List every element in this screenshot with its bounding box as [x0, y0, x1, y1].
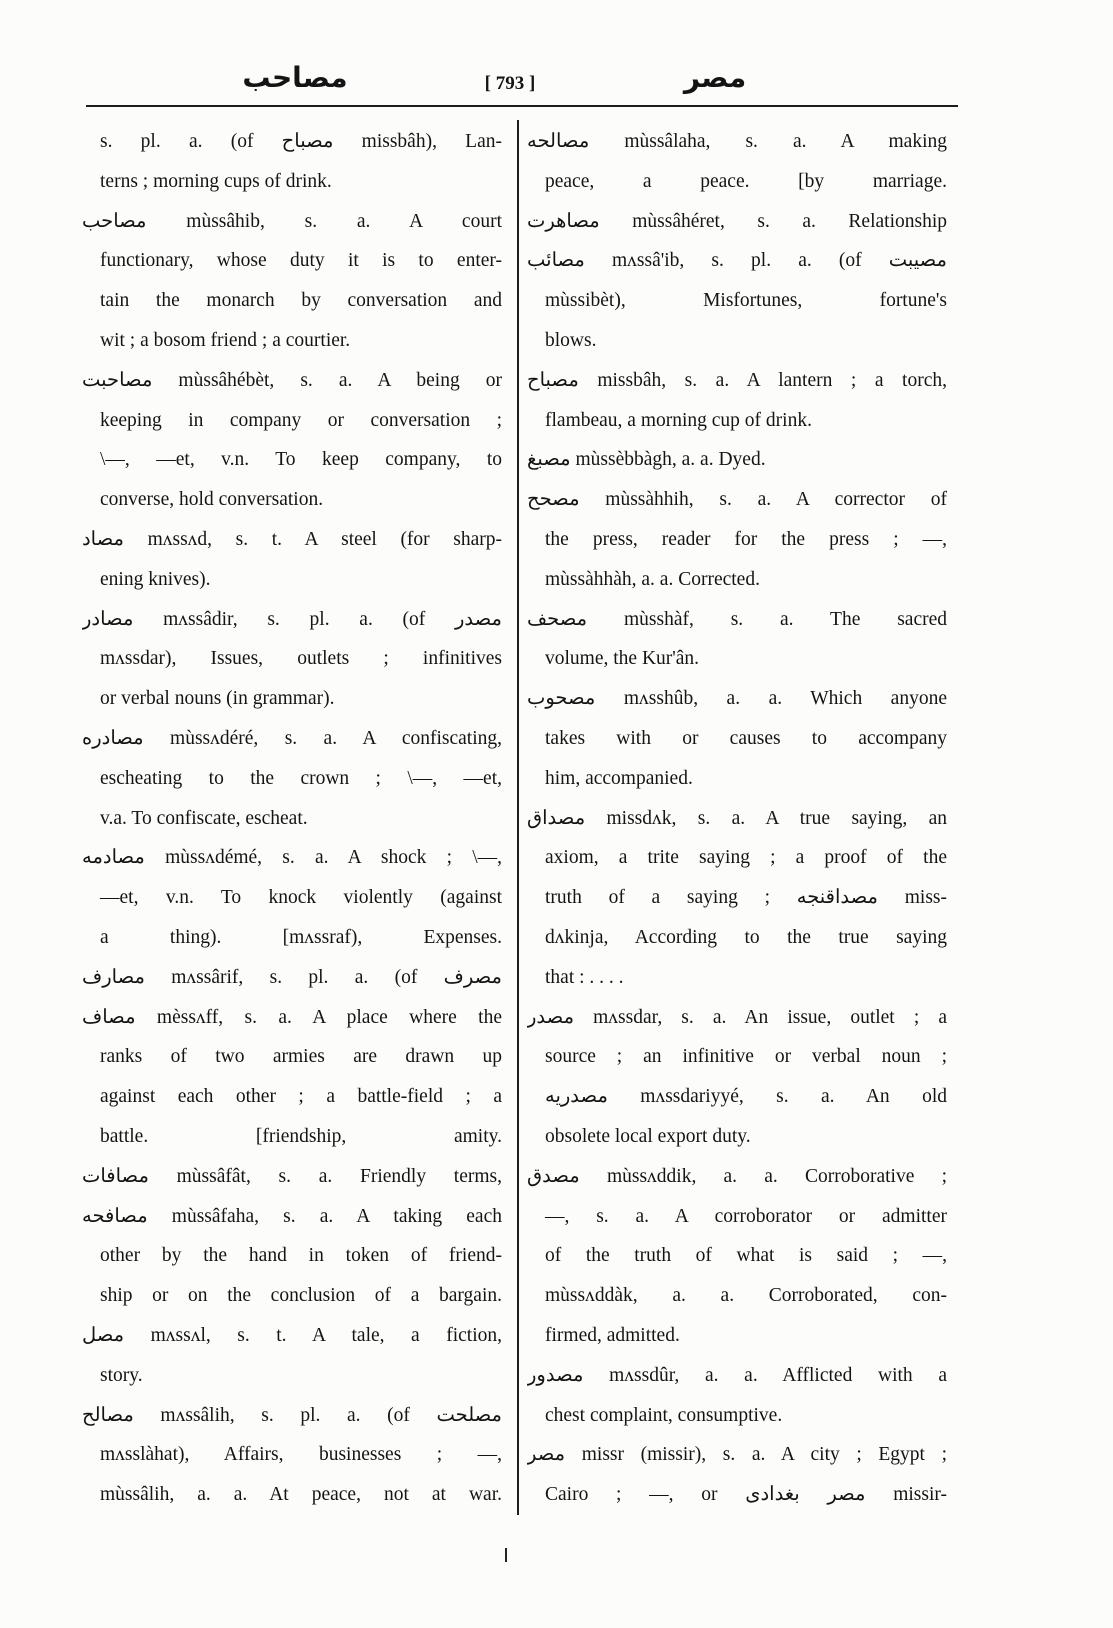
dictionary-line: مصدق mùssʌddik, a. a. Corroborative ;	[527, 1165, 947, 1187]
dictionary-line: flambeau, a morning cup of drink.	[545, 409, 812, 431]
dictionary-line: mùssʌddàk, a. a. Corroborated, con-	[545, 1285, 947, 1307]
right-column	[527, 122, 947, 1515]
dictionary-line: ranks of two armies are drawn up	[100, 1046, 502, 1068]
dictionary-line: Cairo ; —, or مصر بغدادى missir-	[545, 1484, 947, 1506]
dictionary-line: مصحف mùsshàf, s. a. The sacred	[527, 608, 947, 630]
dictionary-line: the press, reader for the press ; —,	[545, 528, 947, 550]
dictionary-line: مصافات mùssâfât, s. a. Friendly terms,	[82, 1165, 502, 1187]
dictionary-line: obsolete local export duty.	[545, 1125, 751, 1147]
dictionary-line: him, accompanied.	[545, 767, 693, 789]
dictionary-line: truth of a saying ; مصداقنجه miss-	[545, 887, 947, 909]
dictionary-line: مصادر mʌssâdir, s. pl. a. (of مصدر	[82, 608, 502, 630]
dictionary-line: keeping in company or conversation ;	[100, 409, 502, 431]
dictionary-line: مصل mʌssʌl, s. t. A tale, a fiction,	[82, 1324, 502, 1346]
dictionary-line: —et, v.n. To knock violently (against	[100, 887, 502, 909]
header-rule	[86, 105, 958, 107]
dictionary-line: مصاحب mùssâhib, s. a. A court	[82, 210, 502, 232]
dictionary-line: source ; an infinitive or verbal noun ;	[545, 1046, 947, 1068]
dictionary-line: مصبغ mùssèbbàgh, a. a. Dyed.	[527, 449, 766, 471]
dictionary-line: ening knives).	[100, 568, 211, 590]
dictionary-line: مصاهرت mùssâhéret, s. a. Relationship	[527, 210, 947, 232]
dictionary-line: other by the hand in token of friend-	[100, 1245, 502, 1267]
dictionary-line: مصحوب mʌsshûb, a. a. Which anyone	[527, 688, 947, 710]
dictionary-line: story.	[100, 1364, 143, 1386]
dictionary-line: مصالحه mùssâlaha, s. a. A making	[527, 131, 947, 152]
dictionary-line: a thing). [mʌssraf), Expenses.	[100, 926, 502, 948]
dictionary-line: axiom, a trite saying ; a proof of the	[545, 847, 947, 869]
footer-mark	[505, 1548, 507, 1562]
dictionary-line: chest complaint, consumptive.	[545, 1404, 783, 1426]
dictionary-line: functionary, whose duty it is to enter-	[100, 250, 502, 272]
dictionary-line: battle. [friendship, amity.	[100, 1125, 502, 1147]
dictionary-line: mʌsslàhat), Affairs, businesses ; —,	[100, 1444, 502, 1466]
dictionary-line: or verbal nouns (in grammar).	[100, 688, 335, 710]
dictionary-line: against each other ; a battle-field ; a	[100, 1086, 502, 1108]
dictionary-line: مصداق missdʌk, s. a. A true saying, an	[527, 807, 947, 829]
dictionary-line: مصادمه mùssʌdémé, s. a. A shock ; \—,	[82, 847, 502, 869]
dictionary-line: مصافحه mùssâfaha, s. a. A taking each	[82, 1205, 502, 1227]
dictionary-line: v.a. To confiscate, escheat.	[100, 807, 308, 829]
dictionary-line: —, s. a. A corroborator or admitter	[545, 1205, 947, 1227]
dictionary-line: مصدريه mʌssdariyyé, s. a. An old	[545, 1086, 947, 1108]
dictionary-line: مصالح mʌssâlih, s. pl. a. (of مصلحت	[82, 1404, 502, 1426]
dictionary-line: مصاف mèssʌff, s. a. A place where the	[82, 1006, 502, 1028]
dictionary-line: peace, a peace. [by marriage.	[545, 170, 947, 192]
dictionary-line: مصاحبت mùssâhébèt, s. a. A being or	[82, 369, 502, 391]
dictionary-line: مصباح missbâh, s. a. A lantern ; a torch,	[527, 369, 947, 391]
dictionary-line: firmed, admitted.	[545, 1324, 680, 1346]
header-right-arabic-word: مصر	[683, 61, 747, 94]
dictionary-line: escheating to the crown ; \—, —et,	[100, 767, 502, 789]
dictionary-line: ship or on the conclusion of a bargain.	[100, 1285, 502, 1307]
dictionary-line: dʌkinja, According to the true saying	[545, 926, 947, 948]
dictionary-line: takes with or causes to accompany	[545, 727, 947, 749]
dictionary-line: mùssàhhàh, a. a. Corrected.	[545, 568, 760, 590]
dictionary-line: مصحح mùssàhhih, s. a. A corrector of	[527, 489, 947, 511]
dictionary-line: مصادره mùssʌdéré, s. a. A confiscating,	[82, 727, 502, 749]
dictionary-line: of the truth of what is said ; —,	[545, 1245, 947, 1267]
dictionary-line: مصر missr (missir), s. a. A city ; Egypt ;	[527, 1444, 947, 1466]
dictionary-line: مصدور mʌssdûr, a. a. Afflicted with a	[527, 1364, 947, 1386]
dictionary-line: volume, the Kur'ân.	[545, 648, 700, 670]
left-column	[82, 122, 502, 1515]
dictionary-line: terns ; morning cups of drink.	[100, 170, 332, 192]
dictionary-line: that : . . . .	[545, 966, 624, 988]
dictionary-line: مصارف mʌssârif, s. pl. a. (of مصرف	[82, 966, 502, 988]
dictionary-line: mùssibèt), Misfortunes, fortune's	[545, 290, 947, 312]
dictionary-line: مصاد mʌssʌd, s. t. A steel (for sharp-	[82, 528, 502, 550]
dictionary-line: mʌssdar), Issues, outlets ; infinitives	[100, 648, 502, 670]
page-number: [ 793 ]	[484, 73, 536, 94]
column-divider	[517, 120, 519, 1515]
dictionary-line: wit ; a bosom friend ; a courtier.	[100, 329, 351, 351]
dictionary-line: converse, hold conversation.	[100, 489, 324, 511]
dictionary-line: tain the monarch by conversation and	[100, 290, 502, 312]
dictionary-line: مصائب mʌssâ'ib, s. pl. a. (of مصيبت	[527, 250, 947, 272]
dictionary-line: s. pl. a. (of مصباح missbâh), Lan-	[100, 131, 502, 152]
dictionary-line: mùssâlih, a. a. At peace, not at war.	[100, 1484, 502, 1506]
dictionary-line: blows.	[545, 329, 597, 351]
header-left-arabic-word: مصاحب	[242, 61, 348, 94]
dictionary-line: \—, —et, v.n. To keep company, to	[100, 449, 502, 471]
dictionary-line: مصدر mʌssdar, s. a. An issue, outlet ; a	[527, 1006, 947, 1028]
